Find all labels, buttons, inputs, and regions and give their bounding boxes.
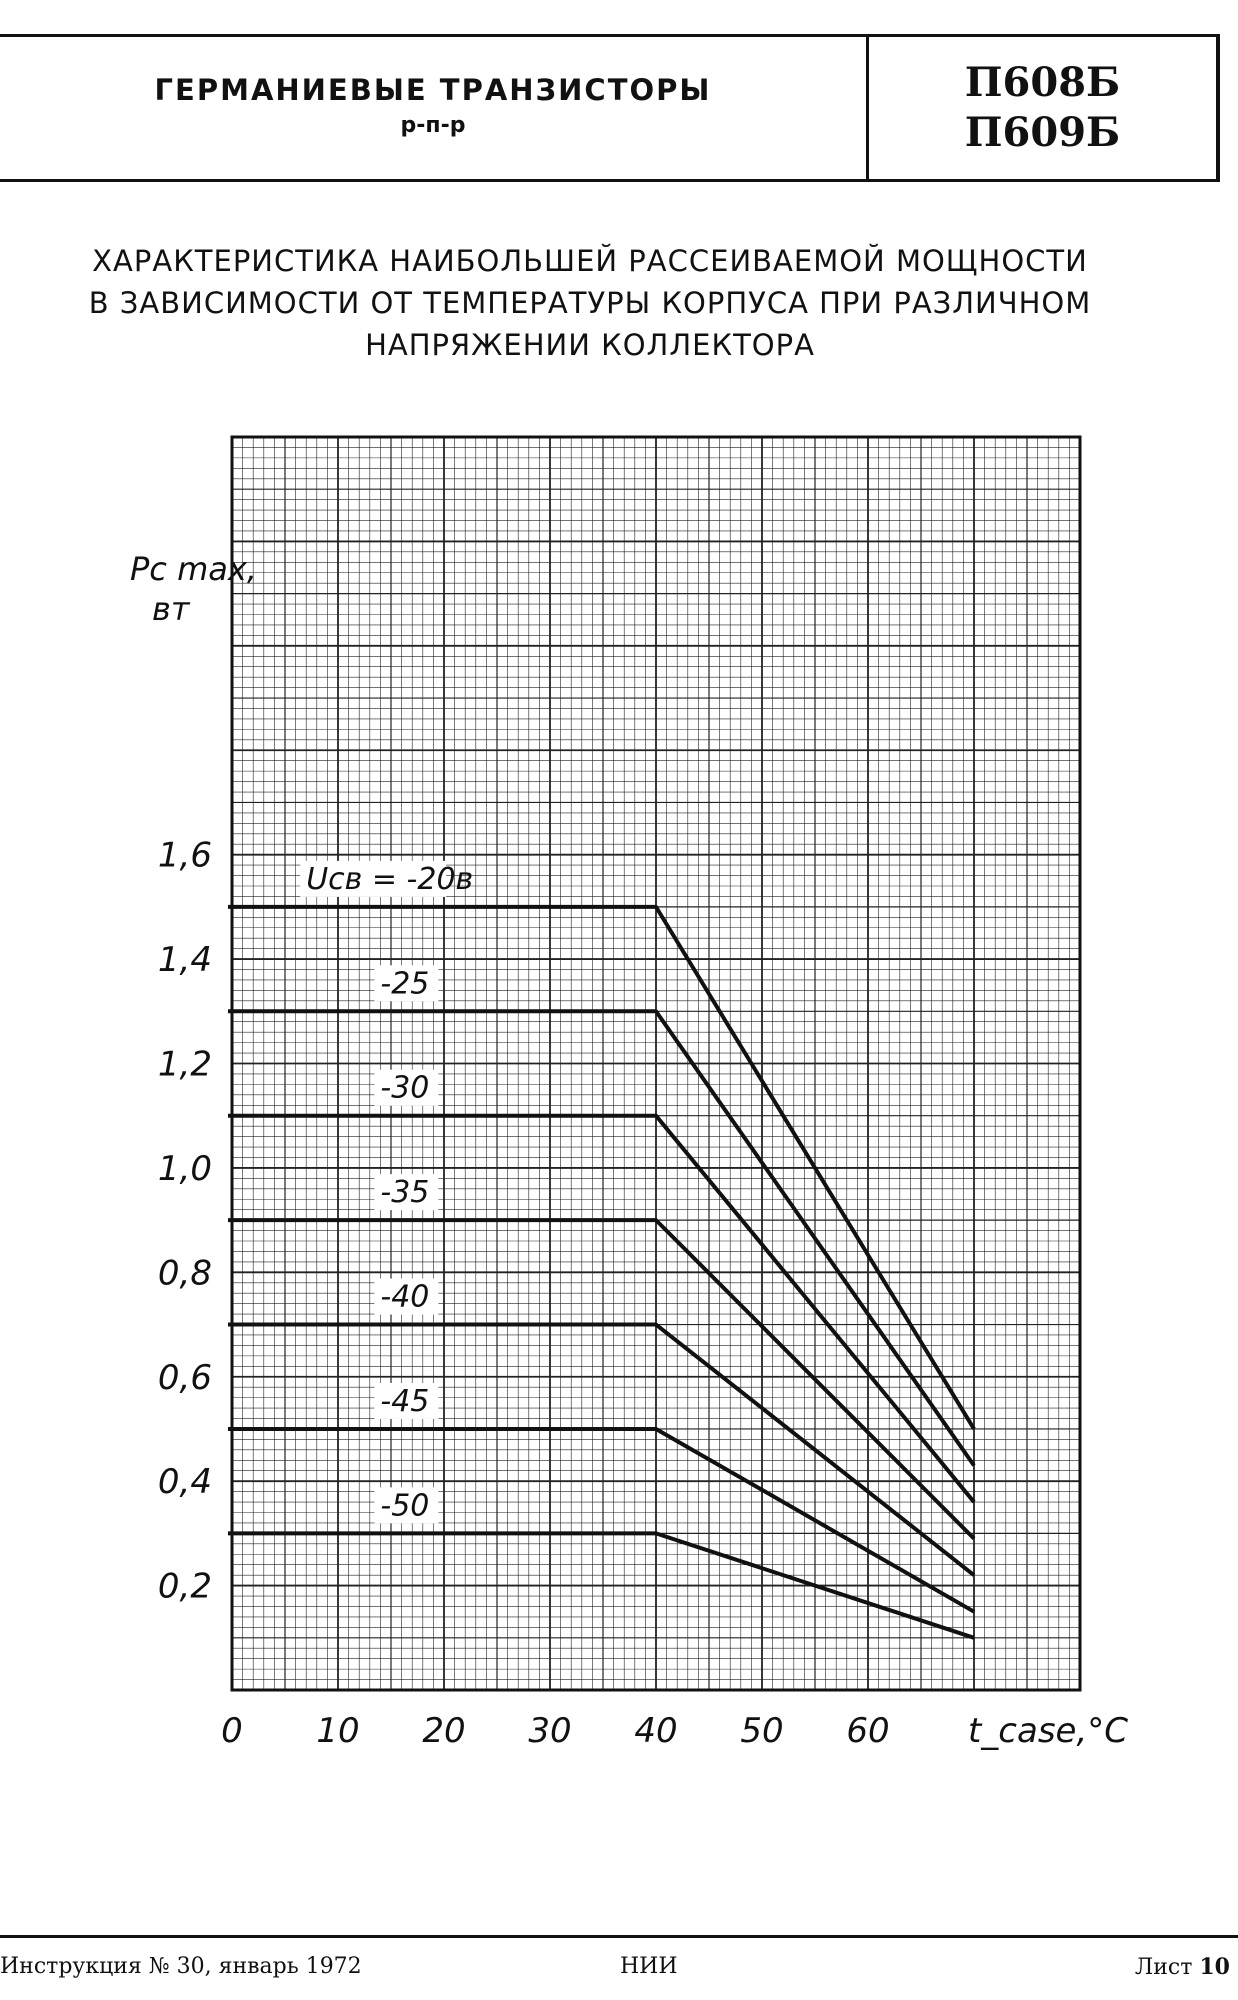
footer-sheet xyxy=(1135,1954,1230,1980)
series-label-6: -50 xyxy=(380,1488,430,1524)
y-tick-label: 1,6 xyxy=(157,835,212,876)
y-axis-title-line-2: вт xyxy=(152,590,190,628)
y-tick-label: 1,0 xyxy=(157,1148,212,1189)
chart-heading-line-1: ХАРАКТЕРИСТИКА НАИБОЛЬШЕЙ РАССЕИВАЕМОЙ МОЩНОСТИ xyxy=(92,244,1088,278)
x-tick-label: 40 xyxy=(634,1711,678,1751)
series-label-5: -45 xyxy=(380,1383,430,1419)
footer-instruction: Инструкция № 30, январь 1972 xyxy=(0,1954,362,1979)
y-tick-label: 0,4 xyxy=(157,1462,212,1503)
footer-institute: НИИ xyxy=(620,1954,678,1979)
footer-sheet-number: 10 xyxy=(1199,1954,1230,1980)
x-tick-label: 0 xyxy=(221,1711,243,1751)
chart-heading-line-3: НАПРЯЖЕНИИ КОЛЛЕКТОРА xyxy=(365,328,815,362)
footer-sheet-label: Лист xyxy=(1134,1955,1193,1980)
transistor-series-title: ГЕРМАНИЕВЫЕ ТРАНЗИСТОРЫ xyxy=(154,73,712,107)
document-footer xyxy=(0,1935,1238,1998)
y-tick-label: 0,6 xyxy=(157,1357,212,1398)
x-axis-title: t_case,°C xyxy=(967,1711,1129,1751)
series-label-0: Uсв = -20в xyxy=(306,861,474,897)
chart-series xyxy=(228,861,974,1638)
model-number-1: П608Б xyxy=(964,59,1121,106)
chart-labels xyxy=(130,550,1128,1751)
chart-heading-line-2: В ЗАВИСИМОСТИ ОТ ТЕМПЕРАТУРЫ КОРПУСА ПРИ РАЗЛИЧНОМ xyxy=(88,286,1092,320)
x-tick-label: 50 xyxy=(740,1711,784,1751)
transistor-type: р-п-р xyxy=(400,113,466,138)
x-tick-label: 60 xyxy=(846,1711,890,1751)
y-tick-label: 0,8 xyxy=(157,1253,212,1294)
y-tick-label: 0,2 xyxy=(157,1566,212,1607)
series-line-3 xyxy=(228,1220,974,1538)
x-tick-label: 10 xyxy=(316,1711,360,1751)
series-label-2: -30 xyxy=(380,1070,430,1106)
x-tick-label: 30 xyxy=(528,1711,572,1751)
y-tick-label: 1,2 xyxy=(157,1044,212,1085)
y-tick-label: 1,4 xyxy=(157,940,212,981)
series-label-1: -25 xyxy=(380,966,430,1002)
x-tick-label: 20 xyxy=(422,1711,466,1751)
chart-grid xyxy=(232,437,1080,1690)
series-label-4: -40 xyxy=(380,1279,430,1315)
series-line-5 xyxy=(228,1429,974,1612)
model-number-2: П609Б xyxy=(964,109,1121,156)
y-axis-title-line-1: Pc max, xyxy=(130,550,257,588)
series-label-3: -35 xyxy=(380,1175,430,1211)
